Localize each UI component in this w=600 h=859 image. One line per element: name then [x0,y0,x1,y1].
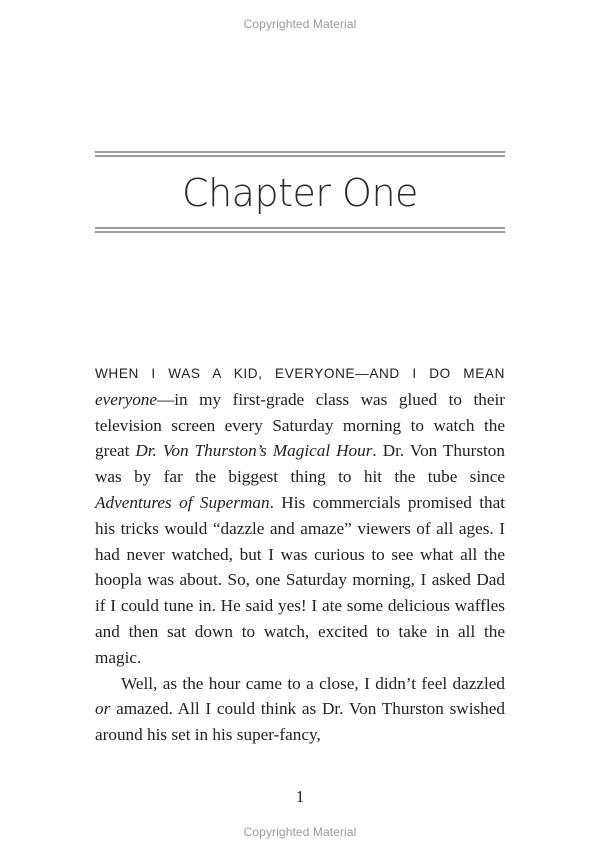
copyright-watermark-top: Copyrighted Material [243,17,357,31]
paragraph-2-text-a: Well, as the hour came to a close, I didn’t feel dazzled [121,673,505,693]
paragraph-2-text-b: amazed. All I could think as Dr. Von Thurston swished around his set in his super-fancy, [95,699,505,745]
chapter-rule-top [95,151,505,157]
opening-small-caps: WHEN I WAS A KID, EVERYONE—AND I DO MEAN [95,366,505,381]
emphasis-show-title: Dr. Von Thurston’s Magical Hour [135,441,373,461]
chapter-title: Chapter One [182,171,418,215]
paragraph-1-text-b: . Dr. Von Thurston was by far the biggest thing to hit the tube since [95,441,505,487]
emphasis-superman: Adventures of Superman [95,492,270,512]
copyright-watermark-bottom: Copyrighted Material [243,825,357,839]
chapter-rule-bottom [95,227,505,233]
paragraph-2 [95,671,505,748]
paragraph-1 [95,360,505,671]
emphasis-everyone: everyone [95,389,158,409]
body-text [95,360,505,748]
paragraph-1-text-c: . His commercials promised that his tricks would “dazzle and amaze” viewers of all ages. I had never watched, but I was curious to see what all the hoopla was about. So, one Saturday morning, I asked Dad if I could tune in. He said yes! I ate some delicious waffles and then sat down to watch, excited to take in all the magic. [95,492,505,667]
paragraph-1-text-a: —in my first-grade class was glued to their television screen every Saturday morning to watch the great [95,389,505,461]
emphasis-or: or [95,699,111,719]
page-number: 1 [295,787,305,806]
